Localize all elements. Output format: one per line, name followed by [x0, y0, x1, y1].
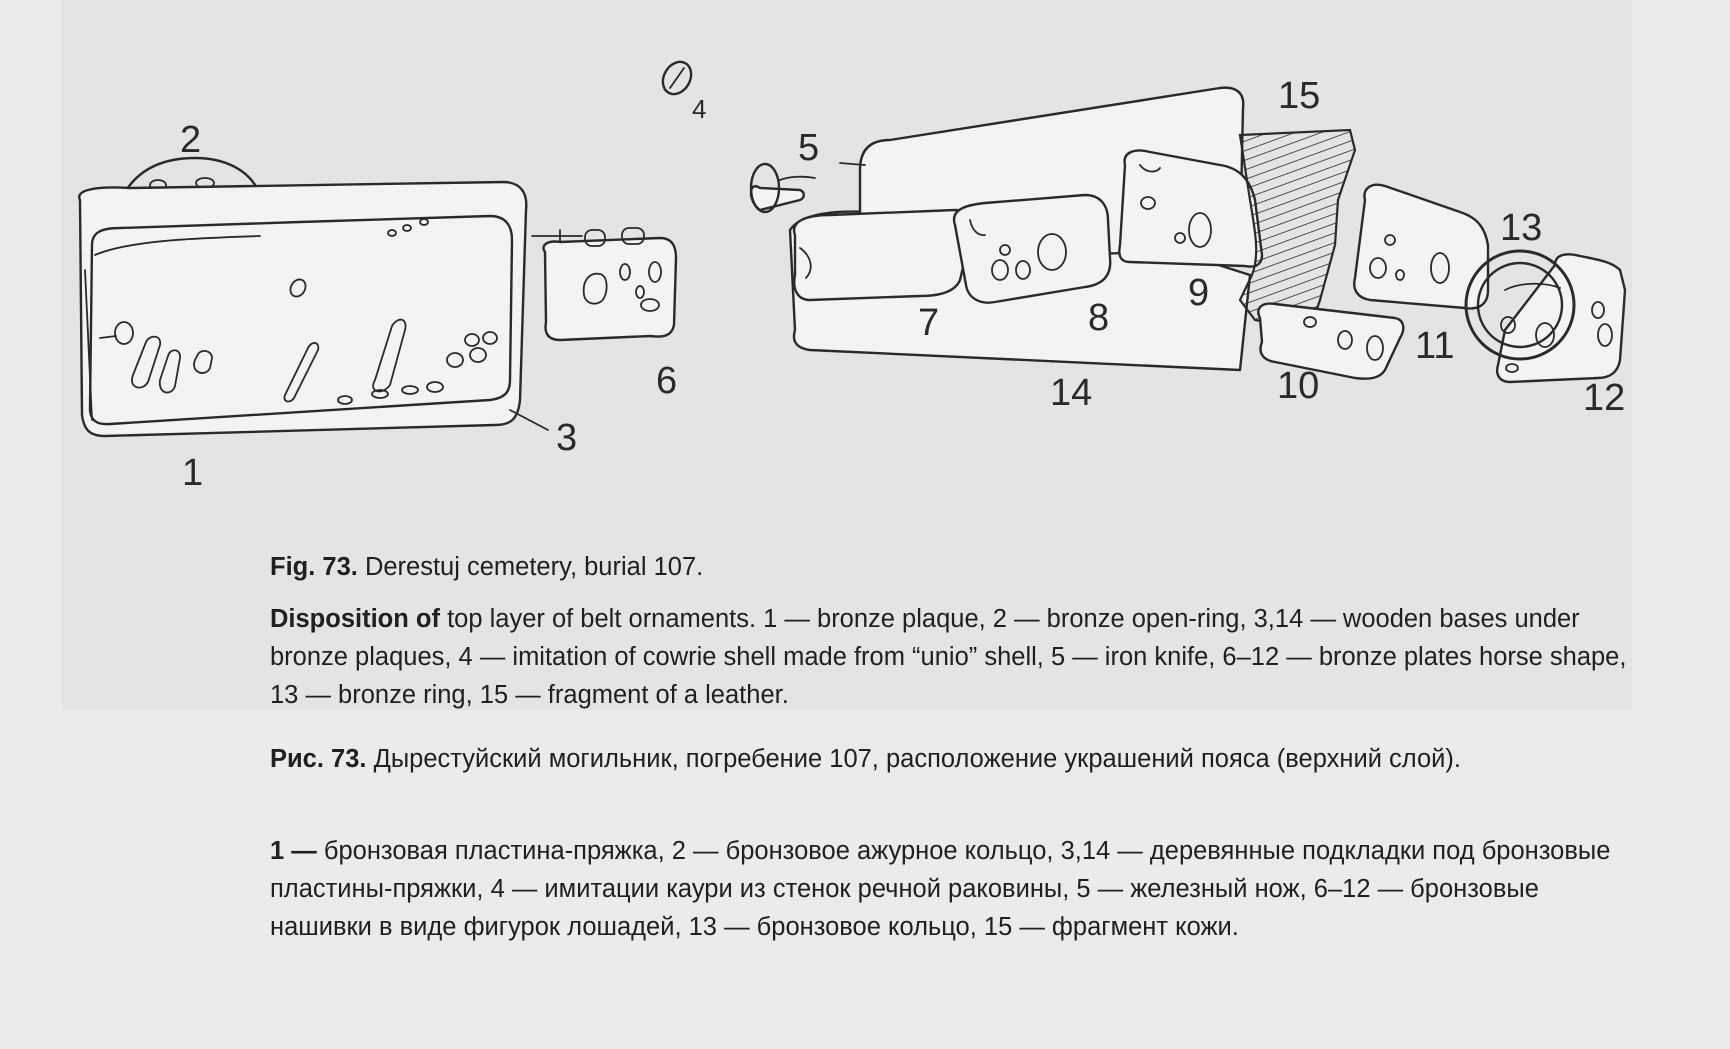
- label-8: 8: [1088, 297, 1110, 339]
- caption-ru-fig-number: Рис. 73.: [270, 745, 367, 773]
- label-10: 10: [1277, 365, 1320, 407]
- label-15: 15: [1278, 75, 1321, 117]
- item-4-cowrie-imitation: [657, 57, 697, 99]
- burial-drawing: [0, 0, 1730, 520]
- label-3: 3: [556, 417, 578, 459]
- caption-ru-title: [270, 740, 1640, 778]
- caption-en-body-text: top layer of belt ornaments. 1 — bronze plaque, 2 — bronze open-ring, 3,14 — wooden bases under bronze plaques, 4 — imitation of cowrie shell made from “unio” shell, 5 — iron knife, 6–12 — bronze plates horse shape, 13 — bronze ring, 15 — fragment of a leather.: [270, 605, 1627, 709]
- caption-ru-body: [270, 832, 1640, 946]
- label-12: 12: [1583, 377, 1626, 419]
- caption-en-body-lead: Disposition of: [270, 605, 440, 633]
- caption-ru-body-lead: 1 —: [270, 837, 317, 865]
- caption-en-title-text: Derestuj cemetery, burial 107.: [357, 553, 704, 581]
- label-9: 9: [1188, 272, 1210, 314]
- label-2: 2: [180, 119, 202, 161]
- item-1-bronze-plaque: [85, 216, 512, 424]
- caption-ru-body-text: бронзовая пластина-пряжка, 2 — бронзовое ажурное кольцо, 3,14 — деревянные подкладки под бронзовые пластины-пряжки, 4 — имитации каури из стенок речной раковины, 5 — железный нож, 6–12 — бронзовые нашивки в виде фигурок лошадей, 13 — бронзовое кольцо, 15 — фрагмент кожи.: [270, 837, 1611, 941]
- item-15-leather-fragment: [1240, 130, 1355, 330]
- label-6: 6: [656, 360, 678, 402]
- label-7: 7: [918, 302, 940, 344]
- caption-en-title: [270, 548, 1640, 586]
- item-6-bronze-horse-plate: [532, 228, 676, 340]
- label-13: 13: [1500, 207, 1543, 249]
- label-5: 5: [798, 127, 820, 169]
- label-1: 1: [182, 452, 204, 494]
- caption-ru-title-text: Дырестуйский могильник, погребение 107, расположение украшений пояса (верхний слой).: [366, 745, 1461, 773]
- caption-en-fig-number: Fig. 73.: [270, 553, 358, 581]
- caption-en-body: [270, 600, 1640, 714]
- label-4: 4: [692, 94, 707, 124]
- label-14: 14: [1050, 372, 1093, 414]
- label-11: 11: [1415, 325, 1455, 367]
- item-8-bronze-horse-plate: [954, 195, 1110, 303]
- item-7-bronze-horse-plate: [794, 210, 972, 300]
